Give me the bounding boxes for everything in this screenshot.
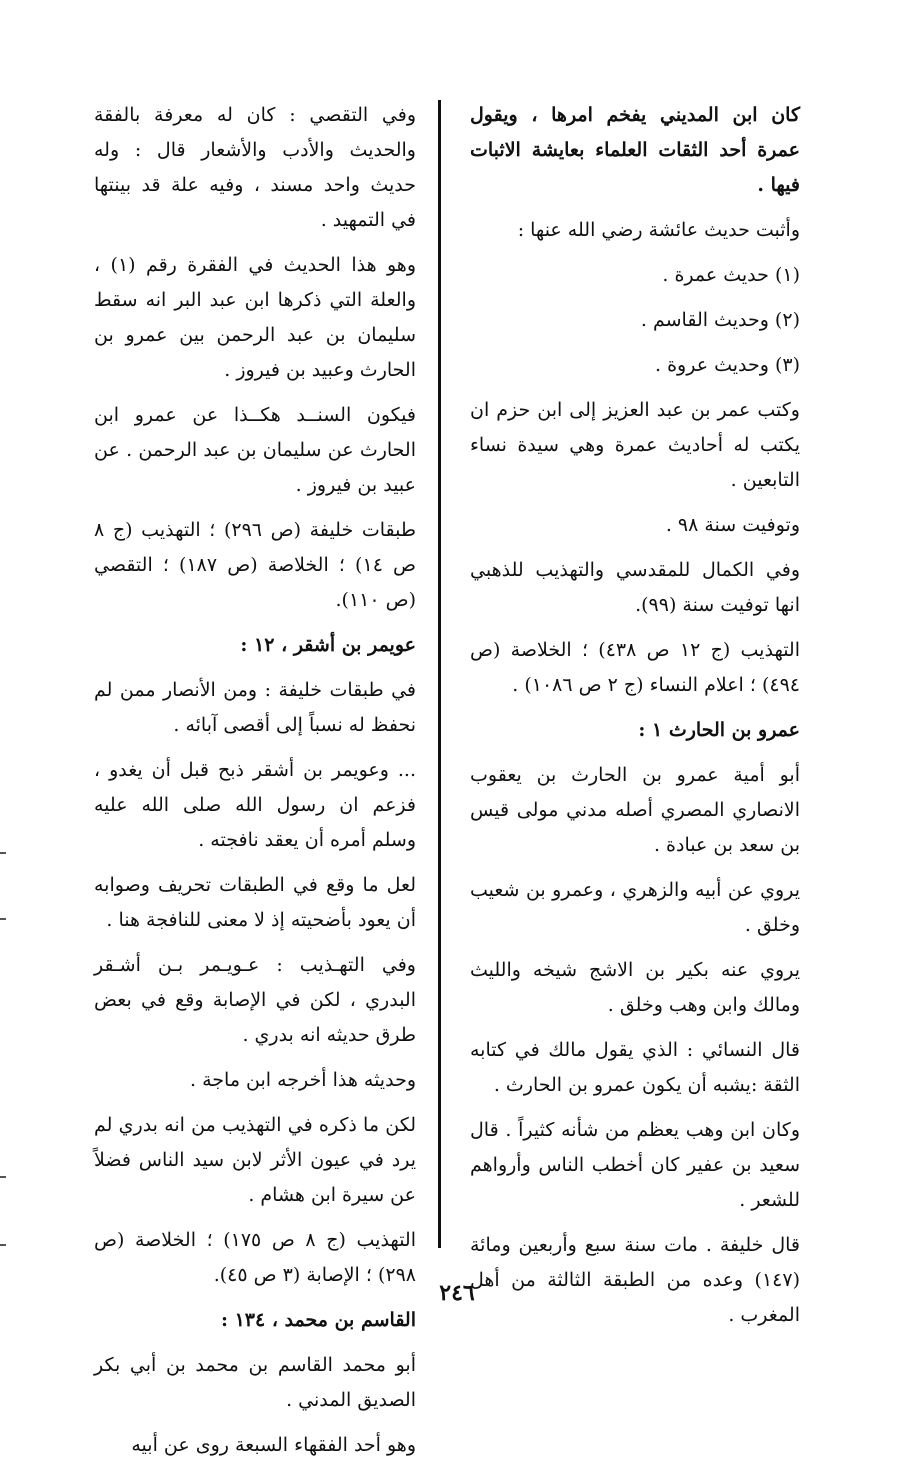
paragraph: وكتب عمر بن عبد العزيز إلى ابن حزم ان يكتب له أحاديث عمرة وهي سيدة نساء التابعين . <box>470 399 800 491</box>
paragraph: أبو أمية عمرو بن الحارث بن يعقوب الانصاري المصري أصله مدني مولى قيس بن سعد بن عبادة . <box>470 764 800 856</box>
paragraph: قال خليفة . مات سنة سبع وأربعين ومائة (١٤٧) وعده من الطبقة الثالثة من أهل المغرب . <box>470 1234 800 1326</box>
entry-heading: عمرو بن الحارث ١ : <box>638 719 800 741</box>
paragraph: لكن ما ذكره في التهذيب من انه بدري لم يرد في عيون الأثر لابن سيد الناس فضلاً عن سيرة ابن هشام . <box>94 1114 416 1206</box>
paragraph: وأثبت حديث عائشة رضي الله عنها : <box>517 219 800 241</box>
paragraph: وفي التهـذيب : عـويـمر بـن أشـقر البدري ، لكن في الإصابة وقع في بعض طرق حديثه انه بدري . <box>94 954 416 1046</box>
column-divider <box>438 100 441 1248</box>
paragraph: يروي عن أبيه والزهري ، وعمرو بن شعيب وخلق . <box>470 879 800 936</box>
paragraph: طبقات خليفة (ص ٢٩٦) ؛ التهذيب (ج ٨ ص ١٤) ؛ الخلاصة (ص ١٨٧) ؛ التقصي (ص ١١٠). <box>94 519 417 611</box>
paragraph: لعل ما وقع في الطبقات تحريف وصوابه أن يعود بأضحيته إذ لا معنى للنافجة هنا . <box>94 874 416 931</box>
scan-edge-mark <box>0 918 6 920</box>
paragraph: (٣) وحديث عروة . <box>655 354 800 376</box>
paragraph: يروي عنه بكير بن الاشج شيخه والليث ومالك وابن وهب وخلق . <box>470 959 800 1016</box>
paragraph: وحديثه هذا أخرجه ابن ماجة . <box>190 1069 416 1091</box>
entry-heading: كان ابن المديني يفخم امرها ، ويقول عمرة أحد الثقات العلماء بعايشة الاثبات فيها . <box>470 104 800 196</box>
paragraph: وتوفيت سنة ٩٨ . <box>665 514 800 536</box>
paragraph: وكان ابن وهب يعظم من شأنه كثيراً . قال سعيد بن عفير كان أخطب الناس وأرواهم للشعر . <box>470 1119 800 1211</box>
paragraph: (١) حديث عمرة . <box>662 264 800 286</box>
paragraph: ... وعويمر بن أشقر ذبح قبل أن يغدو ، فزعم ان رسول الله صلى الله عليه وسلم أمره أن يعقد نافجته . <box>94 759 416 851</box>
scan-edge-mark <box>0 1176 6 1178</box>
paragraph: قال النسائي : الذي يقول مالك في كتابه الثقة :يشبه أن يكون عمرو بن الحارث . <box>470 1039 800 1096</box>
right-column <box>470 98 800 1343</box>
paragraph: وفي التقصي : كان له معرفة بالفقة والحديث والأدب والأشعار قال : وله حديث واحد مسند ، وفيه علة قد بينتها في التمهيد . <box>94 104 416 231</box>
paragraph: التهذيب (ج ٨ ص ١٧٥) ؛ الخلاصة (ص ٢٩٨) ؛ الإصابة (٣ ص ٤٥). <box>94 1229 416 1286</box>
paragraph: التهذيب (ج ١٢ ص ٤٣٨) ؛ الخلاصة (ص ٤٩٤) ؛ اعلام النساء (ج ٢ ص ١٠٨٦) . <box>470 639 801 696</box>
paragraph: وهو هذا الحديث في الفقرة رقم (١) ، والعلة التي ذكرها ابن عبد البر انه سقط سليمان بن عبد الرحمن بين عمرو بن الحارث وعبيد بن فيروز . <box>94 254 416 381</box>
left-column <box>94 98 416 1473</box>
paragraph: وهو أحد الفقهاء السبعة روى عن أبيه <box>131 1434 416 1456</box>
paragraph: وفي الكمال للمقدسي والتهذيب للذهبي انها توفيت سنة (٩٩). <box>470 559 800 616</box>
paragraph: في طبقات خليفة : ومن الأنصار ممن لم نحفظ له نسباً إلى أقصى آبائه . <box>94 679 416 736</box>
paragraph: (٢) وحديث القاسم . <box>640 309 800 331</box>
entry-heading: القاسم بن محمد ، ١٣٤ : <box>220 1309 416 1331</box>
scan-edge-mark <box>0 852 6 854</box>
entry-heading: عويمر بن أشقر ، ١٢ : <box>240 634 416 656</box>
page-number: ٢٤٦ <box>439 1280 475 1306</box>
paragraph: أبو محمد القاسم بن محمد بن أبي بكر الصديق المدني . <box>94 1354 416 1411</box>
paragraph: فيكون السنــد هكــذا عن عمرو ابن الحارث عن سليمان بن عبد الرحمن . عن عبيد بن فيروز . <box>94 404 416 496</box>
scan-edge-mark <box>0 1244 6 1246</box>
